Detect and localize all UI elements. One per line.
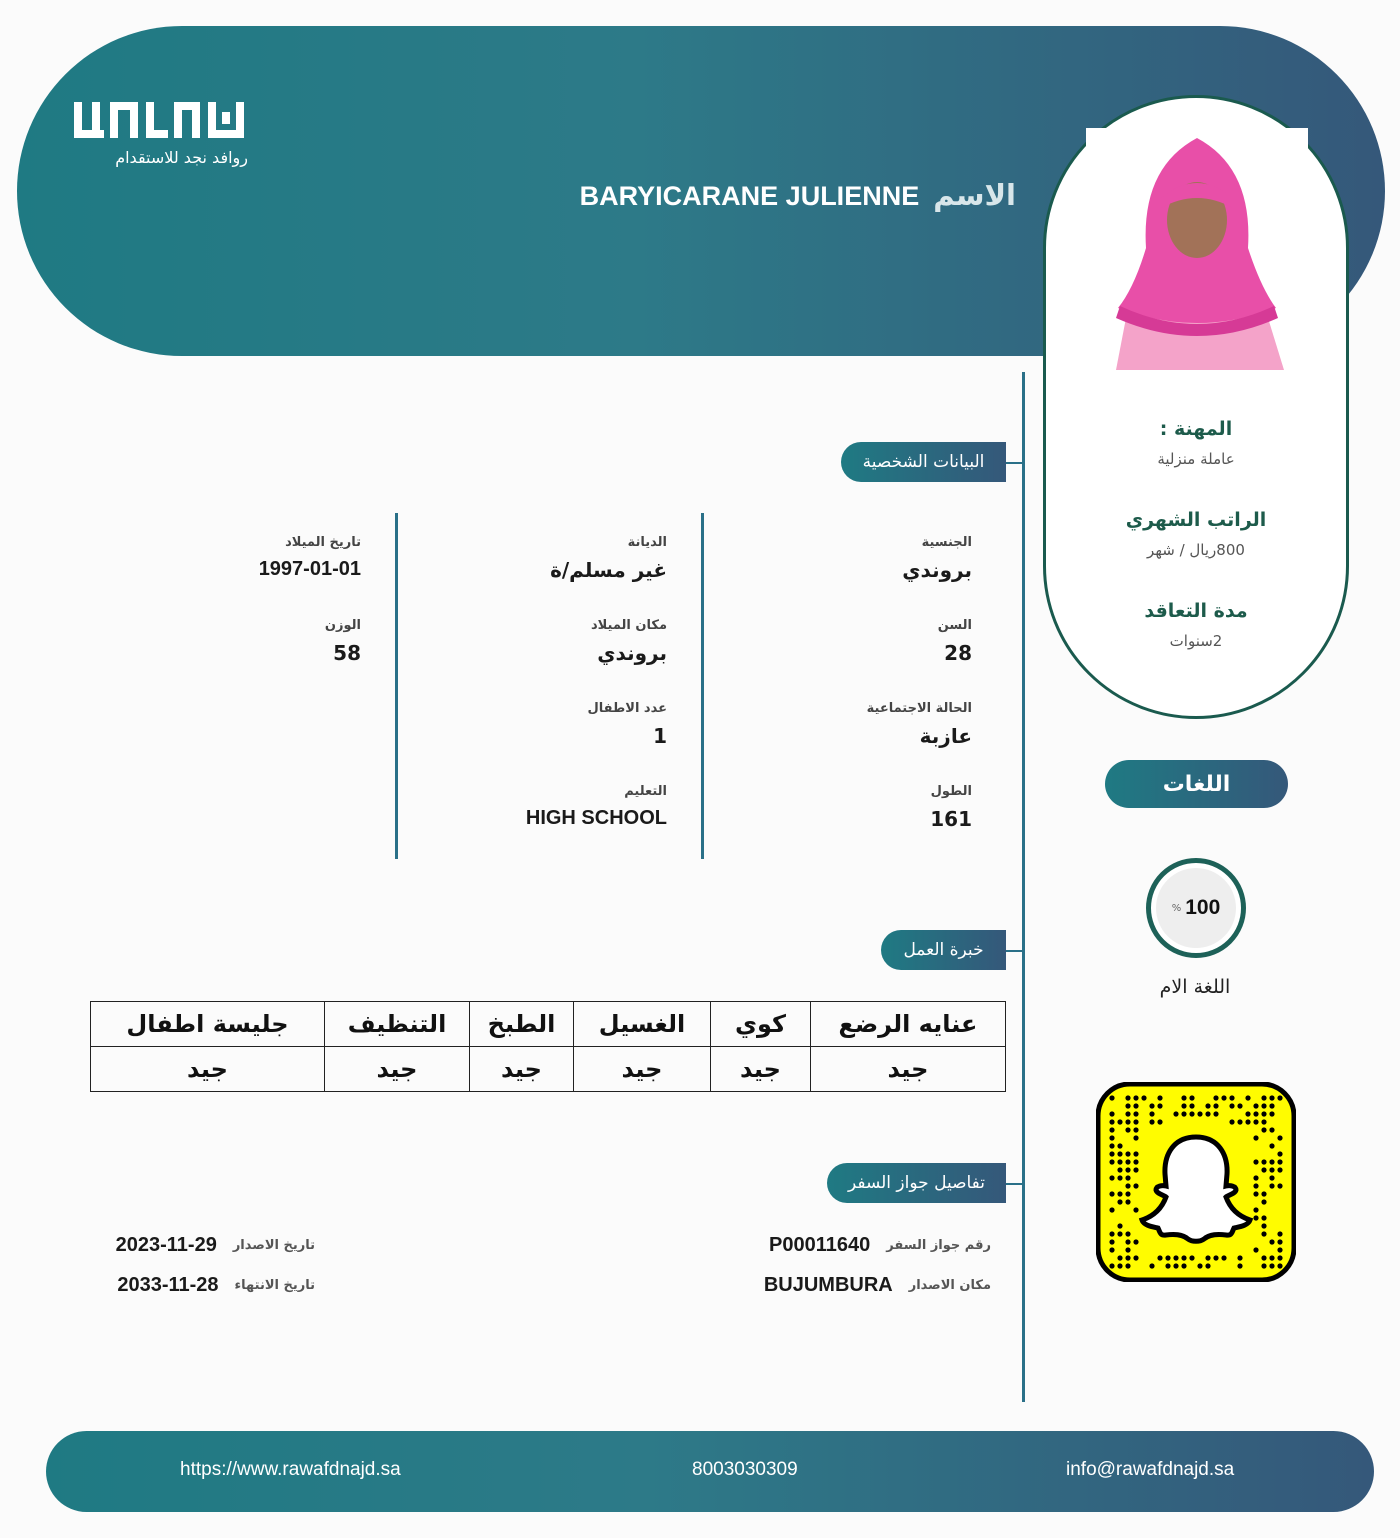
birthplace-value: بروندي bbox=[597, 641, 667, 665]
skills-value-row bbox=[91, 1047, 1006, 1092]
weight-label: الوزن bbox=[324, 618, 361, 633]
passport-issue-date-row bbox=[116, 1234, 315, 1257]
snapcode-dot bbox=[1213, 1255, 1218, 1260]
snapcode-dot bbox=[1205, 1103, 1210, 1108]
snapcode-dot bbox=[1253, 1119, 1258, 1124]
snapcode-dot bbox=[1237, 1119, 1242, 1124]
snapcode-dot bbox=[1229, 1095, 1234, 1100]
snapcode-dot bbox=[1261, 1159, 1266, 1164]
skills-table bbox=[90, 1001, 1006, 1092]
footer-email-link[interactable]: info@rawafdnajd.sa bbox=[1066, 1459, 1235, 1480]
column-divider bbox=[701, 513, 704, 859]
issue-date-label: تاريخ الاصدار bbox=[232, 1238, 315, 1253]
section-connector bbox=[1006, 1183, 1023, 1185]
snapcode-dot bbox=[1125, 1095, 1130, 1100]
children-label: عدد الاطفال bbox=[587, 701, 667, 716]
language-gauge-inner bbox=[1156, 868, 1236, 948]
snapcode-dot bbox=[1117, 1159, 1122, 1164]
snapcode-dot bbox=[1173, 1255, 1178, 1260]
religion-label: الديانة bbox=[627, 535, 667, 550]
snapcode-dot bbox=[1205, 1111, 1210, 1116]
snapcode-dot bbox=[1109, 1095, 1114, 1100]
snapcode-dot bbox=[1205, 1255, 1210, 1260]
snapcode-dot bbox=[1149, 1111, 1154, 1116]
salary-value: 800ريال / شهر bbox=[1147, 541, 1245, 559]
snapcode-dot bbox=[1141, 1095, 1146, 1100]
snapcode-dot bbox=[1277, 1231, 1282, 1236]
snapcode-dot bbox=[1125, 1111, 1130, 1116]
birthplace-field bbox=[407, 618, 667, 665]
snapcode-dot bbox=[1117, 1255, 1122, 1260]
snapcode-dot bbox=[1189, 1255, 1194, 1260]
snapcode-dot bbox=[1133, 1151, 1138, 1156]
passport-number-value: P00011640 bbox=[769, 1234, 871, 1256]
religion-field bbox=[407, 535, 667, 582]
snapcode-dot bbox=[1261, 1111, 1266, 1116]
name-label: الاسم bbox=[933, 178, 1016, 212]
education-value: HIGH SCHOOL bbox=[525, 807, 667, 829]
languages-title: اللغات bbox=[1105, 760, 1288, 808]
passport-number-label: رقم جواز السفر bbox=[886, 1238, 991, 1253]
snapcode-dot bbox=[1109, 1263, 1114, 1268]
snapcode-dot bbox=[1269, 1183, 1274, 1188]
snapcode-dot bbox=[1125, 1159, 1130, 1164]
snapcode-dot bbox=[1133, 1183, 1138, 1188]
skill-rating: جيد bbox=[470, 1047, 574, 1092]
dob-value: 1997-01-01 bbox=[258, 558, 361, 580]
snapcode-dot bbox=[1197, 1263, 1202, 1268]
snapcode-dot bbox=[1269, 1127, 1274, 1132]
worker-name: BARYICARANE JULIENNE bbox=[579, 181, 920, 211]
name-row bbox=[580, 178, 1016, 212]
snapcode-dot bbox=[1277, 1247, 1282, 1252]
language-percent: 100 bbox=[1185, 896, 1221, 919]
skill-rating: جيد bbox=[711, 1047, 811, 1092]
snapcode-dot bbox=[1269, 1143, 1274, 1148]
snapcode-dot bbox=[1253, 1247, 1258, 1252]
weight-value: 58 bbox=[333, 641, 361, 665]
height-label: الطول bbox=[930, 784, 972, 799]
issue-date-value: 2023-11-29 bbox=[115, 1234, 217, 1256]
snapcode-dot bbox=[1165, 1255, 1170, 1260]
snapcode-dot bbox=[1237, 1103, 1242, 1108]
contract-block bbox=[1046, 600, 1346, 650]
snapcode-dot bbox=[1125, 1103, 1130, 1108]
education-label: التعليم bbox=[624, 784, 667, 799]
snapcode-dot bbox=[1261, 1095, 1266, 1100]
snapcode-dot bbox=[1269, 1103, 1274, 1108]
skill-header: كوي bbox=[711, 1002, 811, 1047]
snapcode-dot bbox=[1213, 1111, 1218, 1116]
age-field bbox=[712, 618, 972, 665]
snapcode-dot bbox=[1117, 1231, 1122, 1236]
snapcode-dot bbox=[1277, 1255, 1282, 1260]
skill-rating: جيد bbox=[574, 1047, 711, 1092]
snapcode-dot bbox=[1125, 1231, 1130, 1236]
expiry-value: 2033-11-28 bbox=[117, 1274, 219, 1296]
personal-section-title: البيانات الشخصية bbox=[841, 442, 1006, 482]
snapcode-dot bbox=[1125, 1175, 1130, 1180]
snapcode-dot bbox=[1125, 1263, 1130, 1268]
percent-sign: % bbox=[1171, 902, 1182, 914]
snapcode-dot bbox=[1125, 1199, 1130, 1204]
weight-field bbox=[101, 618, 361, 665]
marital-field bbox=[712, 701, 972, 748]
snapcode-dot bbox=[1245, 1111, 1250, 1116]
snapcode-dot bbox=[1269, 1175, 1274, 1180]
snapcode-dot bbox=[1261, 1231, 1266, 1236]
height-value: 161 bbox=[930, 807, 972, 831]
skill-rating: جيد bbox=[91, 1047, 325, 1092]
logo-tagline: روافد نجد للاستقدام bbox=[115, 148, 248, 167]
snapcode-dot bbox=[1157, 1119, 1162, 1124]
salary-block bbox=[1046, 509, 1346, 559]
snapcode-dot bbox=[1237, 1255, 1242, 1260]
snapcode-dot bbox=[1117, 1199, 1122, 1204]
snapcode-dot bbox=[1181, 1103, 1186, 1108]
snapcode-dot bbox=[1117, 1191, 1122, 1196]
snapcode-dot bbox=[1117, 1143, 1122, 1148]
snapcode-dot bbox=[1109, 1119, 1114, 1124]
snapcode-dot bbox=[1109, 1151, 1114, 1156]
snapcode-dot bbox=[1261, 1167, 1266, 1172]
snapcode-dot bbox=[1269, 1095, 1274, 1100]
snapcode-dot bbox=[1277, 1095, 1282, 1100]
snapcode-dot bbox=[1181, 1111, 1186, 1116]
snapcode-dot bbox=[1189, 1103, 1194, 1108]
snapcode-dot bbox=[1125, 1239, 1130, 1244]
snapcode-dot bbox=[1109, 1191, 1114, 1196]
snapcode-dot bbox=[1221, 1095, 1226, 1100]
contract-value: 2سنوات bbox=[1169, 632, 1223, 650]
passport-issue-place-row bbox=[764, 1274, 991, 1297]
section-connector bbox=[1006, 462, 1023, 464]
snapcode-dot bbox=[1125, 1247, 1130, 1252]
snapcode-dot bbox=[1133, 1127, 1138, 1132]
snapcode-dot bbox=[1125, 1255, 1130, 1260]
snapcode-dot bbox=[1261, 1127, 1266, 1132]
snapcode-dot bbox=[1173, 1111, 1178, 1116]
nationality-field bbox=[712, 535, 972, 582]
snapcode-dot bbox=[1133, 1167, 1138, 1172]
snapcode-dot bbox=[1133, 1255, 1138, 1260]
snapcode-dot bbox=[1205, 1263, 1210, 1268]
snapcode-dot bbox=[1117, 1151, 1122, 1156]
language-name: اللغة الام bbox=[1159, 976, 1231, 998]
snapcode-dot bbox=[1157, 1103, 1162, 1108]
snapcode-dot bbox=[1149, 1119, 1154, 1124]
snapcode-dot bbox=[1109, 1143, 1114, 1148]
skill-rating: جيد bbox=[811, 1047, 1006, 1092]
skill-header: عنايه الرضع bbox=[811, 1002, 1006, 1047]
snapcode-dot bbox=[1109, 1159, 1114, 1164]
snapcode-dot bbox=[1125, 1127, 1130, 1132]
snapcode-dot bbox=[1253, 1111, 1258, 1116]
snapcode-dot bbox=[1109, 1127, 1114, 1132]
snapcode-dot bbox=[1109, 1175, 1114, 1180]
snapcode-dot bbox=[1253, 1135, 1258, 1140]
snapcode-dot bbox=[1109, 1111, 1114, 1116]
snapcode-dot bbox=[1269, 1263, 1274, 1268]
birthplace-label: مكان الميلاد bbox=[590, 618, 667, 633]
snapcode-dot bbox=[1109, 1239, 1114, 1244]
snapcode-dot bbox=[1133, 1103, 1138, 1108]
profession-label: المهنة : bbox=[1159, 418, 1233, 440]
snapcode-dot bbox=[1133, 1135, 1138, 1140]
issue-place-value: BUJUMBURA bbox=[763, 1274, 893, 1296]
snapcode-dot bbox=[1253, 1103, 1258, 1108]
footer-bar bbox=[46, 1431, 1374, 1512]
issue-place-label: مكان الاصدار bbox=[908, 1278, 991, 1293]
education-field bbox=[407, 784, 667, 830]
snapcode-dot bbox=[1253, 1191, 1258, 1196]
snapcode-dot bbox=[1189, 1111, 1194, 1116]
snapcode-dot bbox=[1261, 1255, 1266, 1260]
snapcode-dot bbox=[1277, 1135, 1282, 1140]
profession-block bbox=[1046, 418, 1346, 468]
age-value: 28 bbox=[944, 641, 972, 665]
worker-photo bbox=[1086, 128, 1308, 370]
snapcode-dot bbox=[1213, 1103, 1218, 1108]
marital-value: عازبة bbox=[919, 724, 972, 748]
skill-header: التنظيف bbox=[325, 1002, 470, 1047]
snapcode-dot bbox=[1109, 1207, 1114, 1212]
snapcode-dot bbox=[1277, 1167, 1282, 1172]
snapcode-dot bbox=[1157, 1255, 1162, 1260]
snapcode-dot bbox=[1133, 1119, 1138, 1124]
snapcode-dot bbox=[1133, 1239, 1138, 1244]
snapcode-dot bbox=[1253, 1175, 1258, 1180]
snapcode-dot bbox=[1181, 1095, 1186, 1100]
marital-label: الحالة الاجتماعية bbox=[866, 701, 972, 716]
snapcode-dot bbox=[1117, 1223, 1122, 1228]
children-value: 1 bbox=[653, 724, 667, 748]
skill-header: جليسة اطفال bbox=[91, 1002, 325, 1047]
snapcode-dot bbox=[1133, 1159, 1138, 1164]
snapcode-dot bbox=[1109, 1231, 1114, 1236]
snapcode-dot bbox=[1277, 1159, 1282, 1164]
snapcode-dot bbox=[1213, 1095, 1218, 1100]
passport-expiry-row bbox=[117, 1274, 315, 1297]
snapcode-dot bbox=[1261, 1119, 1266, 1124]
experience-section-title: خبرة العمل bbox=[881, 930, 1006, 970]
snapcode-dot bbox=[1197, 1111, 1202, 1116]
snapcode-dot bbox=[1125, 1119, 1130, 1124]
snapcode-dot bbox=[1277, 1263, 1282, 1268]
snapcode-dot bbox=[1261, 1103, 1266, 1108]
expiry-label: تاريخ الانتهاء bbox=[234, 1278, 315, 1293]
footer-phone[interactable]: 8003030309 bbox=[692, 1459, 798, 1480]
snapcode-dot bbox=[1277, 1239, 1282, 1244]
skill-header: الطبخ bbox=[470, 1002, 574, 1047]
snapcode-dot bbox=[1277, 1151, 1282, 1156]
snapcode-dot bbox=[1117, 1175, 1122, 1180]
snapcode-dot bbox=[1133, 1095, 1138, 1100]
age-label: السن bbox=[937, 618, 972, 633]
passport-section-title: تفاصيل جواز السفر bbox=[827, 1163, 1006, 1203]
snapcode-dot bbox=[1181, 1255, 1186, 1260]
snapcode-dot bbox=[1269, 1159, 1274, 1164]
snapcode-dot bbox=[1189, 1095, 1194, 1100]
snapcode-dot bbox=[1125, 1183, 1130, 1188]
snapcode-dot bbox=[1253, 1183, 1258, 1188]
snapcode-dot bbox=[1125, 1151, 1130, 1156]
snapcode-dot bbox=[1165, 1263, 1170, 1268]
snapcode-dot bbox=[1261, 1263, 1266, 1268]
snapcode-icon[interactable] bbox=[1096, 1082, 1296, 1282]
skill-rating: جيد bbox=[325, 1047, 470, 1092]
snapcode-dot bbox=[1261, 1199, 1266, 1204]
profession-value: عاملة منزلية bbox=[1157, 450, 1235, 468]
snapcode-dot bbox=[1253, 1207, 1258, 1212]
snapcode-dot bbox=[1149, 1103, 1154, 1108]
snapcode-dot bbox=[1261, 1215, 1266, 1220]
dob-field bbox=[101, 535, 361, 581]
skill-header: الغسيل bbox=[574, 1002, 711, 1047]
children-field bbox=[407, 701, 667, 748]
section-connector bbox=[1006, 950, 1023, 952]
snapcode-dot bbox=[1125, 1167, 1130, 1172]
religion-value: غير مسلم/ة bbox=[550, 558, 667, 582]
nationality-value: بروندي bbox=[902, 558, 972, 582]
snapcode-dot bbox=[1125, 1191, 1130, 1196]
skills-header-row bbox=[91, 1002, 1006, 1047]
snapcode-dot bbox=[1269, 1111, 1274, 1116]
snapcode-dot bbox=[1133, 1207, 1138, 1212]
contract-label: مدة التعاقد bbox=[1144, 600, 1248, 622]
timeline-line bbox=[1022, 372, 1025, 1402]
snapcode-dot bbox=[1253, 1215, 1258, 1220]
snapcode-dot bbox=[1117, 1119, 1122, 1124]
height-field bbox=[712, 784, 972, 831]
nationality-label: الجنسية bbox=[921, 535, 972, 550]
snapcode-dot bbox=[1245, 1095, 1250, 1100]
language-gauge bbox=[1146, 858, 1246, 958]
snapcode-dot bbox=[1181, 1263, 1186, 1268]
snapcode-dot bbox=[1245, 1119, 1250, 1124]
snapcode-dot bbox=[1253, 1159, 1258, 1164]
salary-label: الراتب الشهري bbox=[1125, 509, 1267, 531]
snapcode-dot bbox=[1133, 1111, 1138, 1116]
snapcode-dot bbox=[1269, 1239, 1274, 1244]
snapcode-dot bbox=[1117, 1263, 1122, 1268]
snapcode-dot bbox=[1229, 1119, 1234, 1124]
snapcode-dot bbox=[1237, 1263, 1242, 1268]
snapcode-dot bbox=[1221, 1255, 1226, 1260]
snapcode-dot bbox=[1149, 1263, 1154, 1268]
snapcode-dot bbox=[1157, 1095, 1162, 1100]
snapcode-dot bbox=[1173, 1263, 1178, 1268]
snapcode-dot bbox=[1277, 1183, 1282, 1188]
snapcode-dot bbox=[1269, 1255, 1274, 1260]
dob-label: تاريخ الميلاد bbox=[285, 535, 361, 550]
column-divider bbox=[395, 513, 398, 859]
footer-website-link[interactable]: https://www.rawafdnajd.sa bbox=[180, 1459, 401, 1480]
snapcode-dot bbox=[1269, 1167, 1274, 1172]
passport-number-row bbox=[769, 1234, 991, 1257]
snapcode-dot bbox=[1109, 1135, 1114, 1140]
snapcode-dot bbox=[1261, 1191, 1266, 1196]
profile-card bbox=[1043, 95, 1349, 719]
snapcode-dot bbox=[1229, 1103, 1234, 1108]
snapcode-dot bbox=[1117, 1167, 1122, 1172]
snapcode-dot bbox=[1109, 1247, 1114, 1252]
snapcode-dot bbox=[1261, 1223, 1266, 1228]
